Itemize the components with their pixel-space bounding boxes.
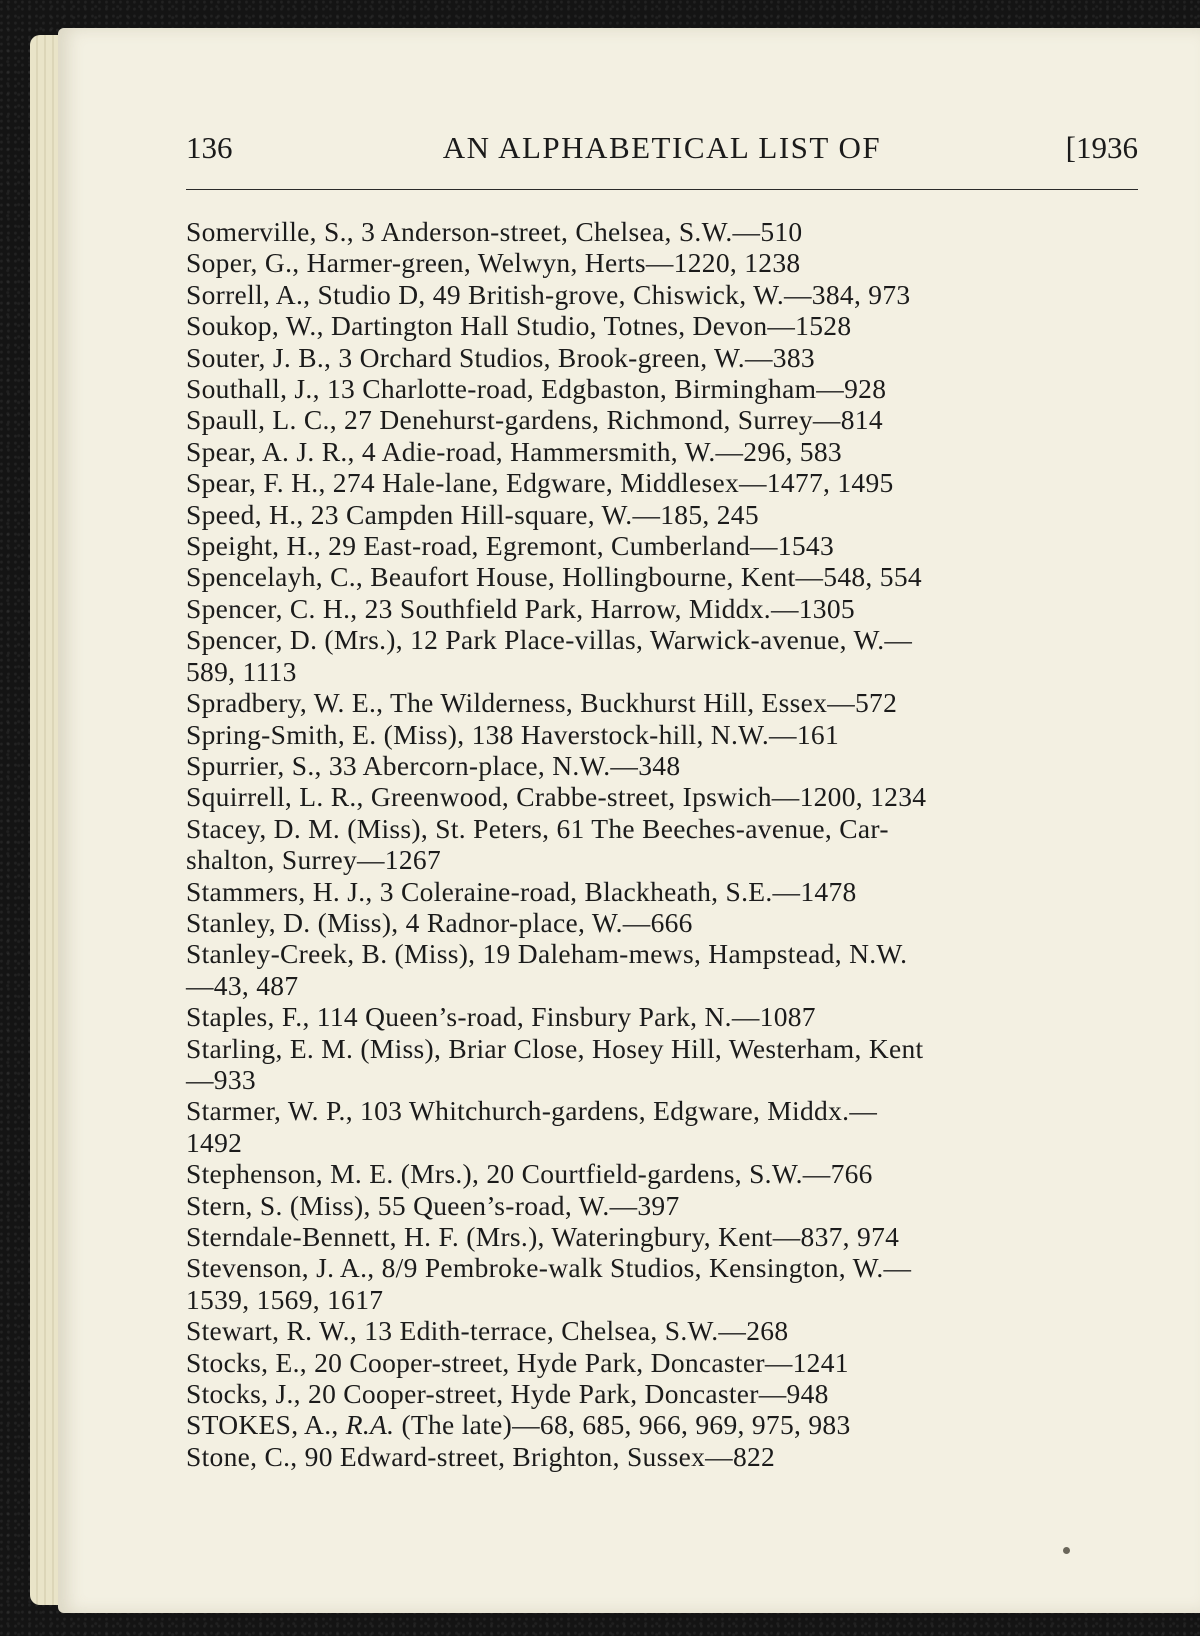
entry-text: Spear, A. J. R., 4 Adie-road, Hammersmith, W.—296, 583 bbox=[186, 435, 842, 467]
entry-text: Speed, H., 23 Campden Hill-square, W.—185, 245 bbox=[186, 498, 759, 530]
list-entry bbox=[186, 1190, 1171, 1221]
entry-continuation: 1539, 1569, 1617 bbox=[186, 1283, 384, 1315]
entry-text: Soper, G., Harmer-green, Welwyn, Herts—1220, 1238 bbox=[186, 247, 801, 279]
entry-text: Squirrell, L. R., Greenwood, Crabbe-street, Ipswich—1200, 1234 bbox=[186, 781, 927, 813]
entry-text: Spurrier, S., 33 Abercorn-place, N.W.—348 bbox=[186, 749, 681, 781]
entry-continuation: 589, 1113 bbox=[186, 655, 297, 687]
list-entry bbox=[186, 1158, 1171, 1189]
list-entry bbox=[186, 216, 1171, 247]
list-entry bbox=[186, 687, 1171, 718]
entry-text: Stern, S. (Miss), 55 Queen’s-road, W.—397 bbox=[186, 1189, 680, 1221]
list-entry bbox=[186, 593, 1171, 624]
list-entry bbox=[186, 561, 1171, 592]
page-heading: AN ALPHABETICAL LIST OF bbox=[442, 130, 882, 165]
list-entry bbox=[186, 876, 1171, 907]
list-entry bbox=[186, 1347, 1171, 1378]
entry-text: Souter, J. B., 3 Orchard Studios, Brook-green, W.—383 bbox=[186, 341, 815, 373]
list-entry bbox=[186, 1315, 1171, 1346]
entry-text-after: (The late)—68, 685, 966, 969, 975, 983 bbox=[394, 1409, 851, 1441]
entry-text: Spencelayh, C., Beaufort House, Hollingbourne, Kent—548, 554 bbox=[186, 561, 922, 593]
list-entry bbox=[186, 247, 1171, 278]
list-entry bbox=[186, 750, 1171, 781]
list-entry bbox=[186, 719, 1171, 750]
list-entry bbox=[186, 279, 1171, 310]
entry-text: Stevenson, J. A., 8/9 Pembroke-walk Studios, Kensington, W.— bbox=[186, 1252, 912, 1284]
list-entry bbox=[186, 436, 1171, 467]
entry-text: Staples, F., 114 Queen’s-road, Finsbury Park, N.—1087 bbox=[186, 1001, 816, 1033]
list-entry bbox=[186, 938, 1171, 1001]
list-entry bbox=[186, 1441, 1171, 1472]
entry-text: Spear, F. H., 274 Hale-lane, Edgware, Middlesex—1477, 1495 bbox=[186, 467, 894, 499]
entry-continuation: 1492 bbox=[186, 1126, 243, 1158]
list-entry bbox=[186, 373, 1171, 404]
entry-text: Stone, C., 90 Edward-street, Brighton, Sussex—822 bbox=[186, 1440, 776, 1472]
heading-year: [1936 bbox=[1065, 130, 1138, 165]
entry-list bbox=[186, 216, 1171, 1472]
list-entry bbox=[186, 907, 1171, 938]
entry-continuation: —933 bbox=[186, 1063, 256, 1095]
list-entry bbox=[186, 530, 1171, 561]
ink-speck bbox=[1063, 1547, 1070, 1554]
entry-text: Stanley-Creek, B. (Miss), 19 Daleham-mews, Hampstead, N.W. bbox=[186, 938, 908, 970]
entry-text: Soukop, W., Dartington Hall Studio, Totnes, Devon—1528 bbox=[186, 310, 852, 342]
entry-text: Sorrell, A., Studio D, 49 British-grove, Chiswick, W.—384, 973 bbox=[186, 278, 911, 310]
list-entry bbox=[186, 1409, 1171, 1440]
entry-continuation: —43, 487 bbox=[186, 969, 299, 1001]
list-entry bbox=[186, 781, 1171, 812]
list-entry bbox=[186, 1001, 1171, 1032]
page-number: 136 bbox=[186, 130, 233, 165]
list-entry bbox=[186, 404, 1171, 435]
header-rule bbox=[186, 189, 1138, 190]
entry-text: Stewart, R. W., 13 Edith-terrace, Chelsea, S.W.—268 bbox=[186, 1315, 789, 1347]
list-entry bbox=[186, 813, 1171, 876]
entry-text: Speight, H., 29 East-road, Egremont, Cumberland—1543 bbox=[186, 530, 834, 562]
entry-text: Sterndale-Bennett, H. F. (Mrs.), Wateringbury, Kent—837, 974 bbox=[186, 1221, 900, 1252]
entry-text: Spencer, C. H., 23 Southfield Park, Harrow, Middx.—1305 bbox=[186, 592, 855, 624]
list-entry bbox=[186, 1378, 1171, 1409]
list-entry bbox=[186, 310, 1171, 341]
list-entry bbox=[186, 1221, 1171, 1252]
entry-text: Stephenson, M. E. (Mrs.), 20 Courtfield-gardens, S.W.—766 bbox=[186, 1158, 873, 1190]
entry-text: Stocks, E., 20 Cooper-street, Hyde Park, Doncaster—1241 bbox=[186, 1346, 849, 1378]
list-entry bbox=[186, 342, 1171, 373]
entry-text: Stanley, D. (Miss), 4 Radnor-place, W.—666 bbox=[186, 906, 693, 938]
entry-text: STOKES, A., bbox=[186, 1409, 346, 1441]
entry-text: Spring-Smith, E. (Miss), 138 Haverstock-hill, N.W.—161 bbox=[186, 718, 839, 750]
list-entry bbox=[186, 499, 1171, 530]
entry-text: Stacey, D. M. (Miss), St. Peters, 61 The Beeches-avenue, Car- bbox=[186, 812, 889, 844]
entry-text: Starling, E. M. (Miss), Briar Close, Hosey Hill, Westerham, Kent bbox=[186, 1032, 924, 1064]
entry-italic: R.A. bbox=[345, 1409, 395, 1441]
entry-text: Spaull, L. C., 27 Denehurst-gardens, Richmond, Surrey—814 bbox=[186, 404, 883, 436]
entry-text: Southall, J., 13 Charlotte-road, Edgbaston, Birmingham—928 bbox=[186, 373, 887, 405]
list-entry bbox=[186, 1033, 1171, 1096]
entry-text: Spencer, D. (Mrs.), 12 Park Place-villas, Warwick-avenue, W.— bbox=[186, 624, 913, 656]
entry-text: Spradbery, W. E., The Wilderness, Buckhurst Hill, Essex—572 bbox=[186, 687, 898, 719]
entry-continuation: shalton, Surrey—1267 bbox=[186, 844, 442, 876]
entry-text: Starmer, W. P., 103 Whitchurch-gardens, Edgware, Middx.— bbox=[186, 1095, 878, 1127]
entry-text: Stocks, J., 20 Cooper-street, Hyde Park, Doncaster—948 bbox=[186, 1378, 829, 1410]
running-head bbox=[186, 130, 1138, 174]
list-entry bbox=[186, 1252, 1171, 1315]
list-entry bbox=[186, 1095, 1171, 1158]
list-entry bbox=[186, 624, 1171, 687]
entry-text: Somerville, S., 3 Anderson-street, Chelsea, S.W.—510 bbox=[186, 216, 803, 247]
entry-text: Stammers, H. J., 3 Coleraine-road, Blackheath, S.E.—1478 bbox=[186, 875, 857, 907]
list-entry bbox=[186, 467, 1171, 498]
